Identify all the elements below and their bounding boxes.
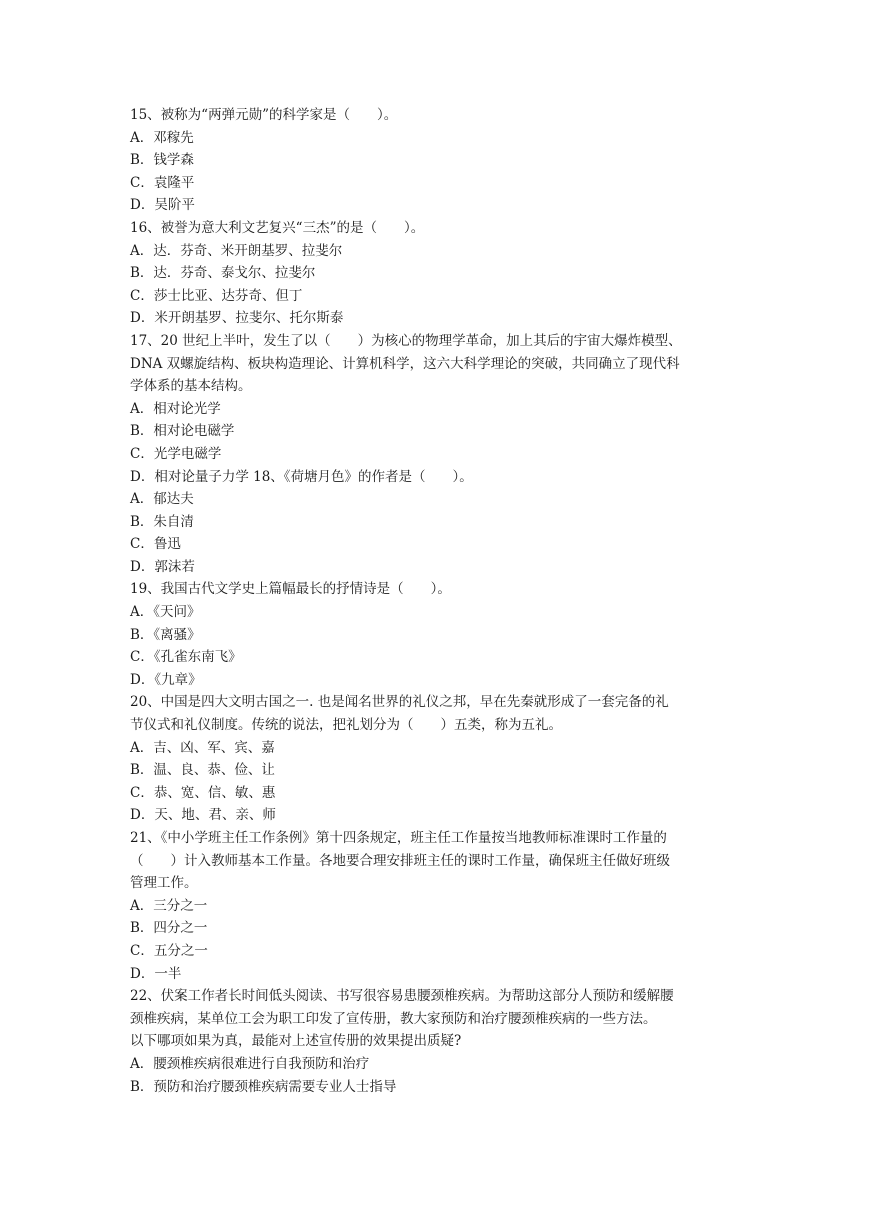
document-page [130, 104, 750, 1098]
text-line: B．四分之一 [130, 920, 208, 937]
text-line: B．钱学森 [130, 152, 194, 169]
text-line: D．《九章》 [130, 671, 202, 688]
text-line: B．朱自清 [130, 513, 194, 530]
text-line: A．邓稼先 [130, 129, 194, 146]
text-line: C．鲁迅 [130, 536, 181, 553]
text-line: DNA 双螺旋结构、板块构造理论、计算机科学，这六大科学理论的突破，共同确立了现代科 [130, 355, 680, 372]
text-line: A．三分之一 [130, 897, 208, 914]
text-line: A．相对论光学 [130, 400, 221, 417]
text-line: 颈椎疾病，某单位工会为职工印发了宣传册，教大家预防和治疗腰颈椎疾病的一些方法。 [130, 1010, 657, 1027]
text-line: 19、我国古代文学史上篇幅最长的抒情诗是（ ）。 [130, 581, 451, 598]
text-line: B．预防和治疗腰颈椎疾病需要专业人士指导 [130, 1078, 397, 1095]
text-line: 以下哪项如果为真，最能对上述宣传册的效果提出质疑? [130, 1033, 462, 1050]
text-line: D．一半 [130, 965, 182, 982]
text-line: D．相对论量子力学 18、《荷塘月色》的作者是（ ）。 [130, 468, 473, 485]
text-line: 节仪式和礼仪制度。传统的说法，把礼划分为（ ）五类，称为五礼。 [130, 717, 562, 734]
text-line: C．《孔雀东南飞》 [130, 649, 242, 666]
text-line: A．达．芬奇、米开朗基罗、拉斐尔 [130, 242, 343, 259]
text-line: B．温、良、恭、俭、让 [130, 762, 275, 779]
text-line: 22、伏案工作者长时间低头阅读、书写很容易患腰颈椎疾病。为帮助这部分人预防和缓解腰 [130, 988, 674, 1005]
text-line: A．腰颈椎疾病很难进行自我预防和治疗 [130, 1055, 370, 1072]
text-line: 17、20 世纪上半叶，发生了以（ ）为核心的物理学革命，加上其后的宇宙大爆炸模型、 [130, 332, 682, 349]
text-line: C．袁隆平 [130, 174, 195, 191]
text-line: A．吉、凶、军、宾、嘉 [130, 739, 275, 756]
text-line: A．郁达夫 [130, 491, 194, 508]
text-line: B．达．芬奇、泰戈尔、拉斐尔 [130, 265, 316, 282]
text-line: C．光学电磁学 [130, 445, 222, 462]
text-line: D．米开朗基罗、拉斐尔、托尔斯泰 [130, 310, 344, 327]
text-line: D．天、地、君、亲、师 [130, 807, 276, 824]
text-line: 16、被誉为意大利文艺复兴“三杰”的是（ ）。 [130, 219, 425, 236]
text-line: D．郭沫若 [130, 558, 195, 575]
text-line: 学体系的基本结构。 [130, 378, 252, 395]
text-line: 15、被称为“两弹元勋”的科学家是（ ）。 [130, 107, 398, 123]
text-line: A．《天问》 [130, 604, 201, 621]
text-line: 20、中国是四大文明古国之一. 也是闻名世界的礼仪之邦，早在先秦就形成了一套完备的礼 [130, 694, 669, 711]
text-line: C．恭、宽、信、敏、惠 [130, 784, 276, 801]
text-line: B．《离骚》 [130, 626, 201, 643]
text-line: D．吴阶平 [130, 197, 195, 214]
text-line: 管理工作。 [130, 875, 198, 892]
text-line: C．五分之一 [130, 942, 208, 959]
text-line: 21、《中小学班主任工作条例》第十四条规定，班主任工作量按当地教师标准课时工作量的 [130, 830, 667, 846]
text-line: （ ）计入教师基本工作量。各地要合理安排班主任的课时工作量，确保班主任做好班级 [130, 852, 670, 869]
text-line: B．相对论电磁学 [130, 423, 235, 440]
text-line: C．莎士比亚、达芬奇、但丁 [130, 287, 303, 304]
